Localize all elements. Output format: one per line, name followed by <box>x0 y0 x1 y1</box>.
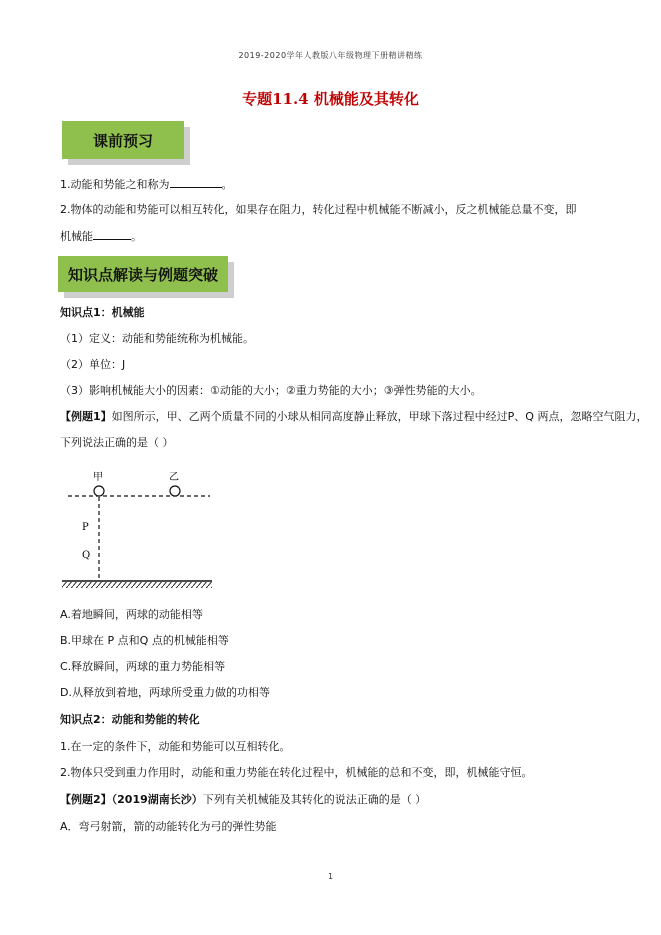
knowledge-point-1-title: 知识点1：机械能 <box>60 306 145 319</box>
question-1: 1.动能和势能之和称为 。 <box>60 178 233 191</box>
example-1-question: 下列说法正确的是（ ） <box>60 436 174 449</box>
label-yi: 乙 <box>169 472 179 483</box>
example-2-option-a: A．弯弓射箭，箭的动能转化为弓的弹性势能 <box>60 820 277 833</box>
knowledge-point-2-title: 知识点2：动能和势能的转化 <box>60 713 200 726</box>
option-b: B.甲球在 P 点和Q 点的机械能相等 <box>60 634 229 647</box>
page-header: 2019-2020学年人教版八年级物理下册精讲精练 <box>238 51 423 60</box>
example-1: 【例题1】如图所示，甲、乙两个质量不同的小球从相同高度静止释放，甲球下落过程中经过P、Q 两点，忽略空气阻力， <box>60 410 648 423</box>
label-p: P <box>82 522 89 533</box>
option-d: D.从释放到着地，两球所受重力做的功相等 <box>60 686 270 699</box>
section-heading: 知识点解读与例题突破 <box>67 265 218 284</box>
question-2-line-1: 2.物体的动能和势能可以相互转化，如果存在阻力，转化过程中机械能不断减小，反之机械能总量不变，即 <box>60 203 577 216</box>
answer-blank <box>93 228 131 240</box>
ground-hatching <box>62 582 212 588</box>
kp1-item-2: （2）单位：J <box>60 358 126 371</box>
section-heading: 课前预习 <box>92 131 153 150</box>
ball-yi <box>170 486 180 496</box>
option-a: A.着地瞬间，两球的动能相等 <box>60 608 203 621</box>
label-q: Q <box>82 550 91 561</box>
ball-jia <box>94 486 104 496</box>
section-banner-knowledge <box>58 256 228 292</box>
example-tag: 【例题2】（2019湖南长沙） <box>60 793 203 806</box>
kp1-item-1: （1）定义：动能和势能统称为机械能。 <box>60 332 254 345</box>
example-2: 【例题2】（2019湖南长沙）下列有关机械能及其转化的说法正确的是（ ） <box>60 793 427 806</box>
example-tag: 【例题1】 <box>60 410 112 423</box>
kp2-item-1: 1.在一定的条件下，动能和势能可以互相转化。 <box>60 740 291 753</box>
section-banner-preview <box>62 121 184 159</box>
question-2-line-2: 机械能 。 <box>60 230 142 243</box>
kp2-item-2: 2.物体只受到重力作用时，动能和重力势能在转化过程中，机械能的总和不变，即，机械能守恒。 <box>60 766 533 779</box>
kp1-item-3: （3）影响机械能大小的因素：①动能的大小；②重力势能的大小；③弹性势能的大小。 <box>60 384 482 397</box>
example-1-figure <box>58 466 218 596</box>
option-c: C.释放瞬间，两球的重力势能相等 <box>60 660 226 673</box>
answer-blank <box>170 176 222 188</box>
label-jia: 甲 <box>93 472 103 483</box>
page-number: 1 <box>327 872 334 881</box>
page-title: 专题11.4 机械能及其转化 <box>242 90 419 108</box>
